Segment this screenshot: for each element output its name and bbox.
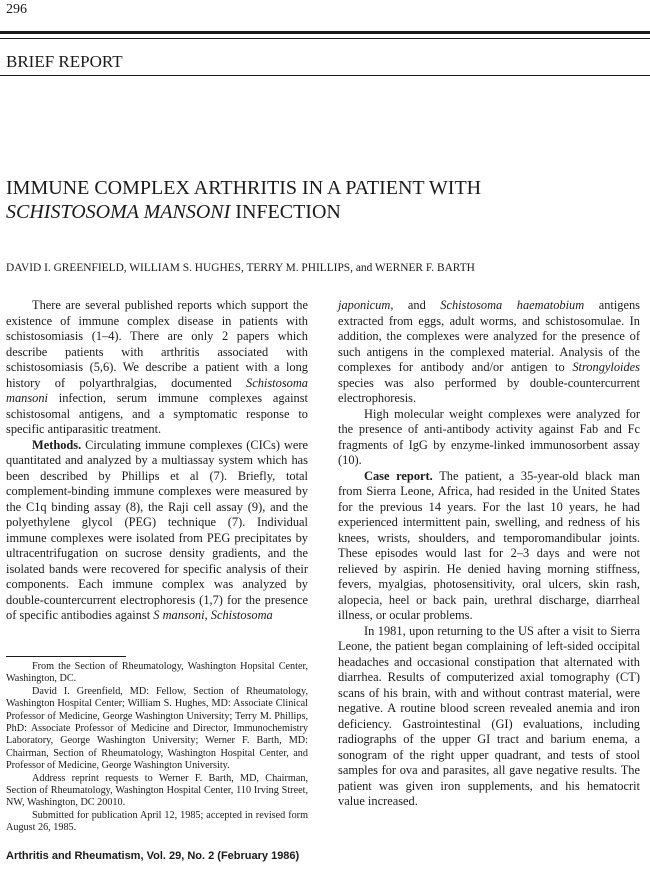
case-report-text: The patient, a 35-year-old black man from Sierra Leone, Africa, had resided in the United States for the previous 14 years. For the last 10 years, he had experienced intermittent pain, swelling, and redness of his knees, wrists, shoulders, and temporomandibular joints. These episodes would last for 2–3 days and were not relieved by aspirin. He denied having morning stiffness, fevers, myalgias, photosensitivity, oral ulcers, skin rash, alopecia, heel or back pain, urethral discharge, diarrheal illness, or ocular problems. xyxy=(338,468,640,622)
footnote-reprints: Address reprint requests to Werner F. Barth, MD, Chairman, Section of Rheumatology, Washington Hospital Center, 110 Irving Street, NW, Washington, DC 20010. xyxy=(6,772,308,809)
methods-heading: Methods. xyxy=(32,437,82,452)
history-paragraph: In 1981, upon returning to the US after a visit to Sierra Leone, the patient began complaining of left-sided occipital headaches and occasional constipation that alternated with diarrhea. Results of computerized axial tomography (CT) scans of his brain, with and without contrast material, were negative. A routine blood screen revealed anemia and iron deficiency. Gastrointestinal (GI) evaluations, including radiographs of the upper GI tract and barium enema, a sonogram of the right upper quadrant, and tests of stool samples for ova and parasites, all gave negative results. The patient was given iron supplements, and his hematocrit value increased. xyxy=(338,623,640,808)
intro-text-1: There are several published reports which support the existence of immune complex disease in patients with schistosomiasis (1–4). There are only 2 papers which describe patients with arthritis associated with schistosomiasis (5,6). We describe a patient with a long history of polyarthralgias, documented xyxy=(6,298,308,390)
footnote-rule xyxy=(6,656,126,657)
footnote-affiliation: From the Section of Rheumatology, Washington Hopsital Center, Washington, DC. xyxy=(6,661,308,685)
methods-italic-1: S mansoni xyxy=(153,608,205,622)
methods-paragraph xyxy=(6,438,308,624)
intro-organism: Schistosoma mansoni xyxy=(6,375,308,405)
cont-text-2: antigens extracted from eggs, adult worms, and schistosomulae. In addition, the complexes were analyzed for the presence of such antigens in the complexed material. Analysis of the complexes for antibody and/or antigen to xyxy=(338,298,640,374)
methods-italic-2: Schistosoma xyxy=(210,608,273,622)
methods-continuation xyxy=(338,298,640,407)
footnote-authors: David I. Greenfield, MD: Fellow, Section of Rheumatology, Washington Hospital Center; William S. Hughes, MD: Associate Clinical Professor of Medicine, George Washington University; Terry M. Phillips, PhD: Associate Professor of Medicine and Director, Immunochemistry Laboratory, George Washington University; Werner F. Barth, MD: Chairman, Section of Rheumatology, Washington Hospital Center, and Professor of Medicine, George Washington University. xyxy=(6,685,308,772)
page-number: 296 xyxy=(6,2,27,17)
section-label: BRIEF REPORT xyxy=(6,52,123,71)
footnotes xyxy=(6,661,308,835)
methods-text-2: , xyxy=(204,608,211,622)
header-rule-thick xyxy=(0,31,650,34)
cont-italic-1: japonicum xyxy=(338,298,391,312)
author-list: DAVID I. GREENFIELD, WILLIAM S. HUGHES, TERRY M. PHILLIPS, and WERNER F. BARTH xyxy=(6,262,475,274)
cont-italic-2: Schistosoma haematobium xyxy=(440,298,585,312)
intro-paragraph xyxy=(6,298,308,438)
title-organism: SCHISTOSOMA MANSONI xyxy=(6,201,231,223)
article-title xyxy=(6,176,626,224)
right-column xyxy=(338,298,640,810)
case-report-paragraph xyxy=(338,469,640,624)
title-line-2 xyxy=(6,200,626,224)
journal-footer: Arthritis and Rheumatism, Vol. 29, No. 2 (February 1986) xyxy=(6,850,300,862)
footnote-submission: Submitted for publication April 12, 1985; accepted in revised form August 26, 1985. xyxy=(6,809,308,834)
left-column xyxy=(6,298,308,624)
section-rule xyxy=(0,75,650,76)
header-rule-thin xyxy=(0,38,650,39)
cont-text-3: species was also performed by double-countercurrent electrophoresis. xyxy=(338,375,640,405)
cont-text-1: , and xyxy=(390,298,441,312)
cont-italic-3: Strongyloides xyxy=(572,360,640,374)
methods-text-1: Circulating immune complexes (CICs) were quantitated and analyzed by a multiassay system which has been described by Phillips et al (7). Briefly, total complement-binding immune complexes were measured by the C1q binding assay (8), the Raji cell assay (9), and the polyethylene glycol (PEG) technique (7). Individual immune complexes were isolated from PEG precipitates by ultracentrifugation on sucrose density gradients, and the isolated bands were recovered for specific analysis of their components. Each immune complex was analyzed by double-countercurrent electrophoresis (1,7) for the presence of specific antibodies against xyxy=(6,437,308,622)
complexes-paragraph: High molecular weight complexes were analyzed for the presence of anti-antibody activity against Fab and Fc fragments of IgG by enzyme-linked immunosorbent assay (10). xyxy=(338,406,640,467)
title-line-2-rest: INFECTION xyxy=(230,201,341,223)
title-line-1: IMMUNE COMPLEX ARTHRITIS IN A PATIENT WITH xyxy=(6,177,482,199)
intro-text-2: infection, serum immune complexes against schistosomal antigens, and a symptomatic response to specific antiparasitic treatment. xyxy=(6,391,308,436)
case-report-heading: Case report. xyxy=(364,468,433,483)
